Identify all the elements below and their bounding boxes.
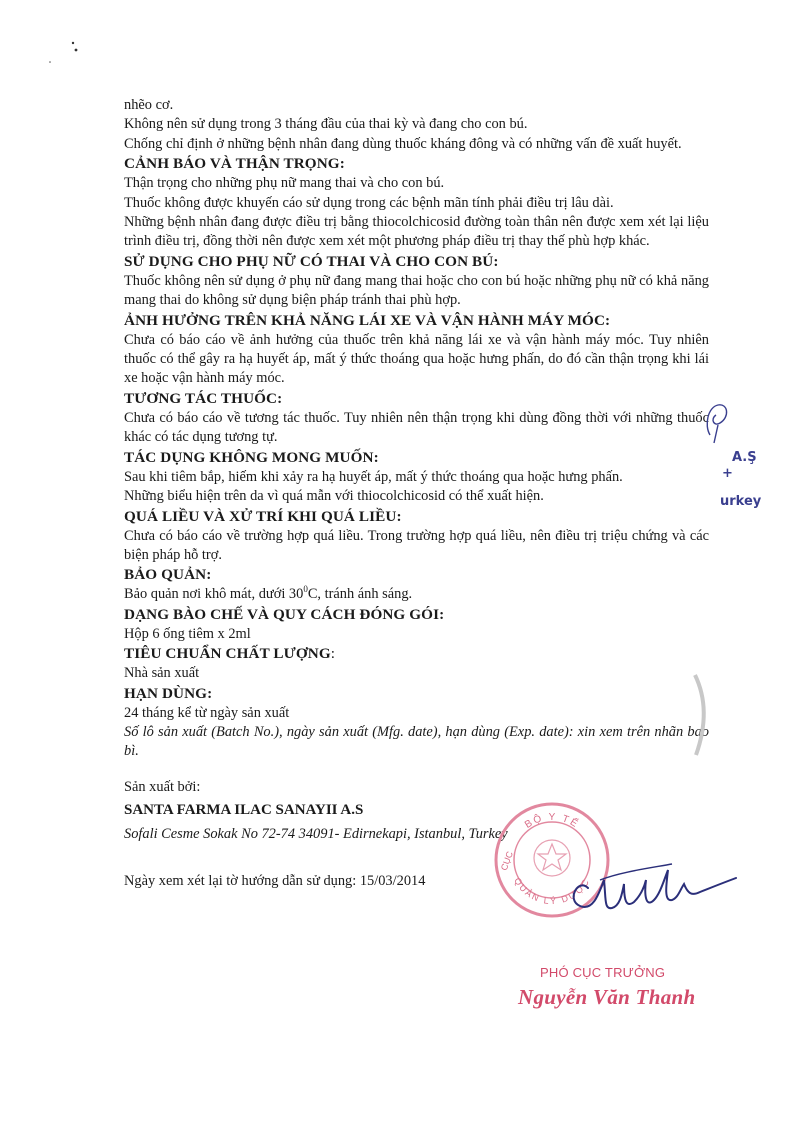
text-line: nhẽo cơ. bbox=[124, 97, 174, 113]
seal-left-text: CỤC bbox=[498, 850, 515, 872]
quality-heading-text: TIÊU CHUẨN CHẤT LƯỢNG bbox=[124, 645, 331, 663]
seal-top-text: BỘ Y TẾ bbox=[523, 811, 581, 831]
storage-text: Bảo quản nơi khô mát, dưới 30 bbox=[124, 586, 304, 603]
paragraph: Thuốc không nên sử dụng ở phụ nữ đang mang thai hoặc cho con bú hoặc những phụ nữ có khả năng mang thai do không sử dụng biện pháp tránh thai phù hợp. bbox=[124, 272, 709, 309]
degree-superscript: 0 bbox=[303, 584, 308, 595]
leaflet-body bbox=[124, 96, 709, 891]
review-date: Ngày xem xét lại tờ hướng dẫn sử dụng: 15/03/2014 bbox=[124, 872, 426, 889]
section-heading-quality bbox=[124, 644, 709, 664]
text-line: Chống chỉ định ở những bệnh nhân đang dùng thuốc kháng đông và có những vấn đề xuất huyết. bbox=[124, 135, 682, 152]
paragraph: Thận trọng cho những phụ nữ mang thai và cho con bú. bbox=[124, 175, 445, 192]
paragraph: Chưa có báo cáo về tương tác thuốc. Tuy nhiên nên thận trọng khi dùng đồng thời với những thuốc khác có tác dụng tương tự. bbox=[124, 409, 709, 446]
section-heading-overdose: QUÁ LIỀU VÀ XỬ TRÍ KHI QUÁ LIỀU: bbox=[124, 507, 402, 525]
storage-text-end: C, tránh ánh sáng. bbox=[307, 586, 413, 603]
section-heading-interactions: TƯƠNG TÁC THUỐC: bbox=[124, 389, 283, 407]
manufacturer-label: Sản xuất bởi: bbox=[124, 778, 201, 795]
section-heading-expiry: HẠN DÙNG: bbox=[124, 684, 213, 702]
section-heading-driving: ẢNH HƯỞNG TRÊN KHẢ NĂNG LÁI XE VÀ VẬN HÀNH MÁY MÓC: bbox=[124, 311, 611, 329]
paragraph: Sau khi tiêm bắp, hiếm khi xảy ra hạ huyết áp, mất ý thức thoáng qua hoặc hưng phấn. bbox=[124, 468, 623, 485]
scan-specks bbox=[40, 38, 80, 68]
side-mark-plus: + bbox=[722, 466, 733, 481]
signature bbox=[560, 850, 740, 930]
official-name: Nguyễn Văn Thanh bbox=[518, 985, 696, 1009]
official-title: PHÓ CỤC TRƯỞNG bbox=[540, 965, 666, 980]
paragraph: Chưa có báo cáo về ảnh hưởng của thuốc trên khả năng lái xe và vận hành máy móc. Tuy nhiên thuốc có thể gây ra hạ huyết áp, mất ý thức thoáng qua hoặc hưng phấn, do đó cần thận trọng khi lái xe hoặc vận hành máy móc. bbox=[124, 331, 709, 387]
section-heading-storage: BẢO QUẢN: bbox=[124, 566, 212, 584]
initials-scribble bbox=[700, 395, 740, 445]
text-line: Không nên sử dụng trong 3 tháng đầu của thai kỳ và đang cho con bú. bbox=[124, 116, 528, 133]
paragraph-storage bbox=[124, 585, 709, 604]
paragraph-batch-note: Số lô sản xuất (Batch No.), ngày sản xuất (Mfg. date), hạn dùng (Exp. date): xin xem trên nhãn bao bì. bbox=[124, 723, 709, 760]
section-heading-packaging: DẠNG BÀO CHẾ VÀ QUY CÁCH ĐÓNG GÓI: bbox=[124, 605, 445, 623]
manufacturer-address: Sofali Cesme Sokak No 72-74 34091- Edirnekapi, Istanbul, Turkey bbox=[124, 825, 508, 842]
paragraph: Những biểu hiện trên da vì quá mẫn với thiocolchicosid có thể xuất hiện. bbox=[124, 488, 544, 505]
paragraph: Chưa có báo cáo về trường hợp quá liều. Trong trường hợp quá liều, nên điều trị triệu chứng và các biện pháp hỗ trợ. bbox=[124, 527, 709, 563]
side-mark-as: A.Ş bbox=[732, 450, 757, 465]
paragraph: Những bệnh nhân đang được điều trị bằng thiocolchicosid đường toàn thân nên được xem xét lại liệu trình điều trị, đồng thời nên được xem xét một phương pháp điều trị thay thế phù hợp khác. bbox=[124, 214, 709, 250]
paragraph: Nhà sản xuất bbox=[124, 665, 200, 682]
quality-heading-colon: : bbox=[330, 645, 336, 663]
side-mark-turkey: urkey bbox=[720, 494, 762, 509]
paragraph: 24 tháng kể từ ngày sản xuất bbox=[124, 704, 290, 721]
section-heading-adverse: TÁC DỤNG KHÔNG MONG MUỐN: bbox=[124, 448, 379, 466]
section-heading-pregnancy: SỬ DỤNG CHO PHỤ NỮ CÓ THAI VÀ CHO CON BÚ: bbox=[124, 252, 499, 270]
seal-bottom-text: QUẢN LÝ DƯỢC bbox=[512, 875, 592, 907]
paragraph: Hộp 6 ống tiêm x 2ml bbox=[124, 625, 251, 642]
manufacturer-name: SANTA FARMA ILAC SANAYII A.S bbox=[124, 802, 364, 819]
svg-text:BỘ Y TẾ bbox=[523, 811, 582, 831]
stamp-edge-mark bbox=[690, 670, 720, 760]
paragraph: Thuốc không được khuyến cáo sử dụng trong các bệnh mãn tính phải điều trị lâu dài. bbox=[124, 194, 614, 211]
section-heading-warnings: CẢNH BÁO VÀ THẬN TRỌNG: bbox=[124, 155, 345, 173]
